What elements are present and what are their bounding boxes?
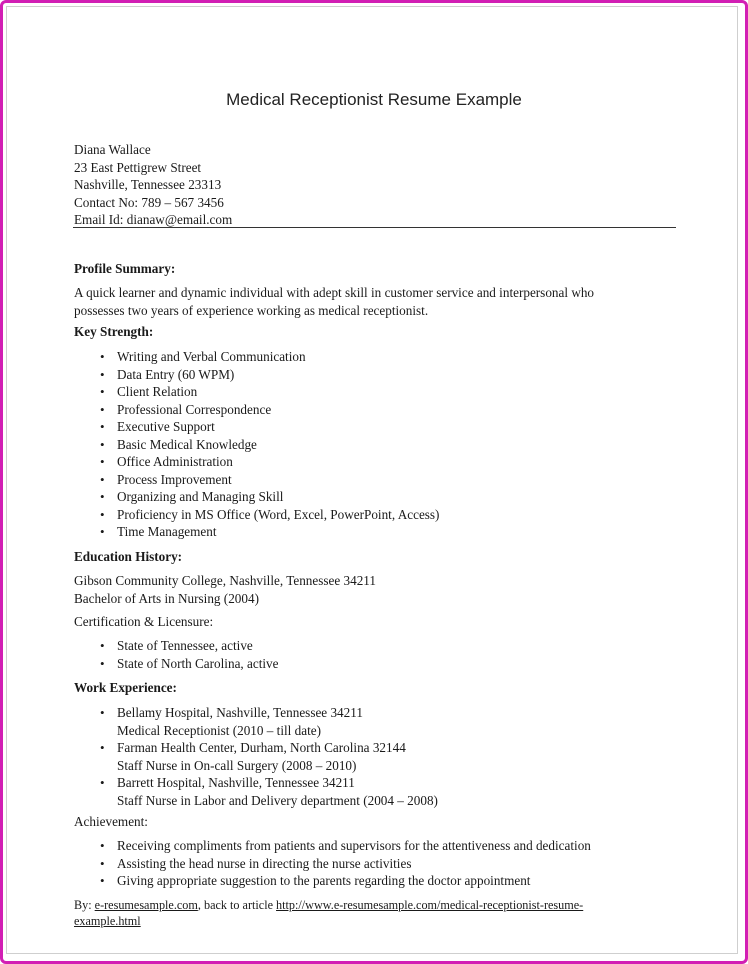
contact-block — [74, 141, 232, 229]
contact-name: Diana Wallace — [74, 142, 151, 157]
education-details — [74, 572, 376, 607]
job-role: Staff Nurse in On-call Surgery (2008 – 2010) — [117, 757, 357, 773]
list-item: • Receiving compliments from patients and supervisors for the attentiveness and dedication — [74, 837, 591, 855]
contact-phone: Contact No: 789 – 567 3456 — [74, 194, 224, 210]
job-item — [74, 739, 438, 774]
list-item: • Executive Support — [74, 418, 439, 436]
source-article-link-cont[interactable]: example.html — [74, 914, 141, 928]
source-credit — [74, 897, 583, 929]
contact-city: Nashville, Tennessee 23313 — [74, 177, 222, 192]
contact-street: 23 East Pettigrew Street — [74, 159, 202, 175]
strengths-heading: Key Strength: — [74, 324, 154, 339]
list-item: • Basic Medical Knowledge — [74, 436, 439, 454]
profile-heading: Profile Summary: — [74, 261, 176, 276]
profile-line: possesses two years of experience working as medical receptionist. — [74, 302, 429, 318]
source-back-text: , back to article — [197, 898, 273, 912]
work-list — [74, 704, 438, 809]
strengths-list — [74, 348, 439, 541]
list-item: • Assisting the head nurse in directing the nurse activities — [74, 855, 591, 873]
list-item: • State of North Carolina, active — [74, 655, 279, 673]
profile-summary — [74, 284, 594, 319]
job-employer: • Barrett Hospital, Nashville, Tennessee 34211 — [117, 775, 355, 790]
list-item: • Client Relation — [74, 383, 439, 401]
list-item: • Data Entry (60 WPM) — [74, 366, 439, 384]
job-role: Staff Nurse in Labor and Delivery department (2004 – 2008) — [117, 792, 438, 808]
source-article-link[interactable]: http://www.e-resumesample.com/medical-receptionist-resume- — [276, 898, 584, 912]
list-item: • Process Improvement — [74, 471, 439, 489]
list-item: • Writing and Verbal Communication — [74, 348, 439, 366]
contact-email: Email Id: dianaw@email.com — [74, 212, 233, 227]
job-item — [74, 774, 438, 809]
list-item: • Giving appropriate suggestion to the parents regarding the doctor appointment — [74, 872, 591, 890]
education-heading: Education History: — [74, 549, 183, 564]
education-line: Bachelor of Arts in Nursing (2004) — [74, 590, 259, 606]
list-item: • Organizing and Managing Skill — [74, 488, 439, 506]
education-line: Gibson Community College, Nashville, Tennessee 34211 — [74, 573, 376, 588]
job-employer: • Farman Health Center, Durham, North Carolina 32144 — [117, 740, 406, 755]
job-employer: • Bellamy Hospital, Nashville, Tennessee 34211 — [117, 705, 363, 720]
achievement-list — [74, 837, 591, 890]
page-title: Medical Receptionist Resume Example — [226, 90, 522, 109]
list-item: • Professional Correspondence — [74, 401, 439, 419]
certification-label: Certification & Licensure: — [74, 614, 214, 629]
list-item: • Time Management — [74, 523, 439, 541]
job-role: Medical Receptionist (2010 – till date) — [117, 722, 321, 738]
certification-list — [74, 637, 279, 672]
list-item: • State of Tennessee, active — [74, 637, 279, 655]
work-heading: Work Experience: — [74, 680, 177, 695]
achievement-label: Achievement: — [74, 814, 148, 829]
profile-line: A quick learner and dynamic individual with adept skill in customer service and interpersonal who — [74, 285, 595, 300]
list-item: • Proficiency in MS Office (Word, Excel, PowerPoint, Access) — [74, 506, 439, 524]
source-by-label: By: — [74, 898, 92, 912]
job-item — [74, 704, 438, 739]
source-site-link[interactable]: e-resumesample.com — [94, 898, 198, 912]
list-item: • Office Administration — [74, 453, 439, 471]
header-divider — [73, 227, 676, 228]
